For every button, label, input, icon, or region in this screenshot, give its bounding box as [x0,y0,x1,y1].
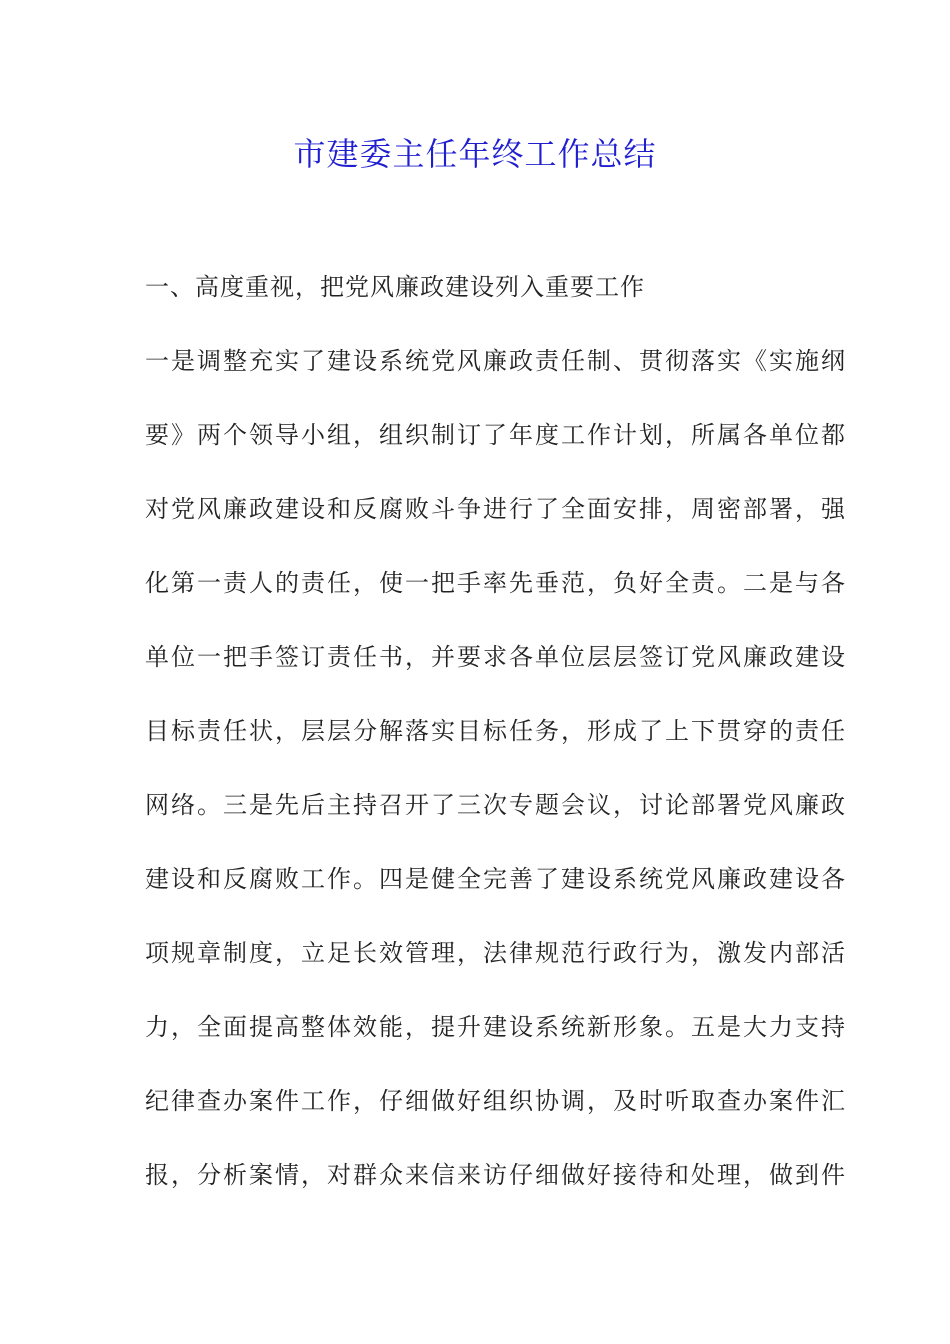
paragraph-line: 化第一责人的责任，使一把手率先垂范，负好全责。二是与各 [145,569,847,597]
body-paragraph [145,324,847,1212]
paragraph-line: 要》两个领导小组，组织制订了年度工作计划，所属各单位都 [145,421,847,449]
section-heading: 一、高度重视，把党风廉政建设列入重要工作 [145,273,645,301]
paragraph-line: 项规章制度，立足长效管理，法律规范行政行为，激发内部活 [145,939,847,967]
document-title: 市建委主任年终工作总结 [293,135,657,173]
paragraph-line: 网络。三是先后主持召开了三次专题会议，讨论部署党风廉政 [145,791,847,819]
paragraph-line: 单位一把手签订责任书，并要求各单位层层签订党风廉政建设 [145,643,847,671]
paragraph-line: 力，全面提高整体效能，提升建设系统新形象。五是大力支持 [145,1013,847,1041]
paragraph-line: 目标责任状，层层分解落实目标任务，形成了上下贯穿的责任 [145,717,847,745]
paragraph-line: 一是调整充实了建设系统党风廉政责任制、贯彻落实《实施纲 [145,347,847,375]
paragraph-line: 建设和反腐败工作。四是健全完善了建设系统党风廉政建设各 [145,865,847,893]
paragraph-line: 对党风廉政建设和反腐败斗争进行了全面安排，周密部署，强 [145,495,847,523]
paragraph-line: 报，分析案情，对群众来信来访仔细做好接待和处理，做到件 [145,1161,847,1189]
paragraph-line: 纪律查办案件工作，仔细做好组织协调，及时听取查办案件汇 [145,1087,847,1115]
